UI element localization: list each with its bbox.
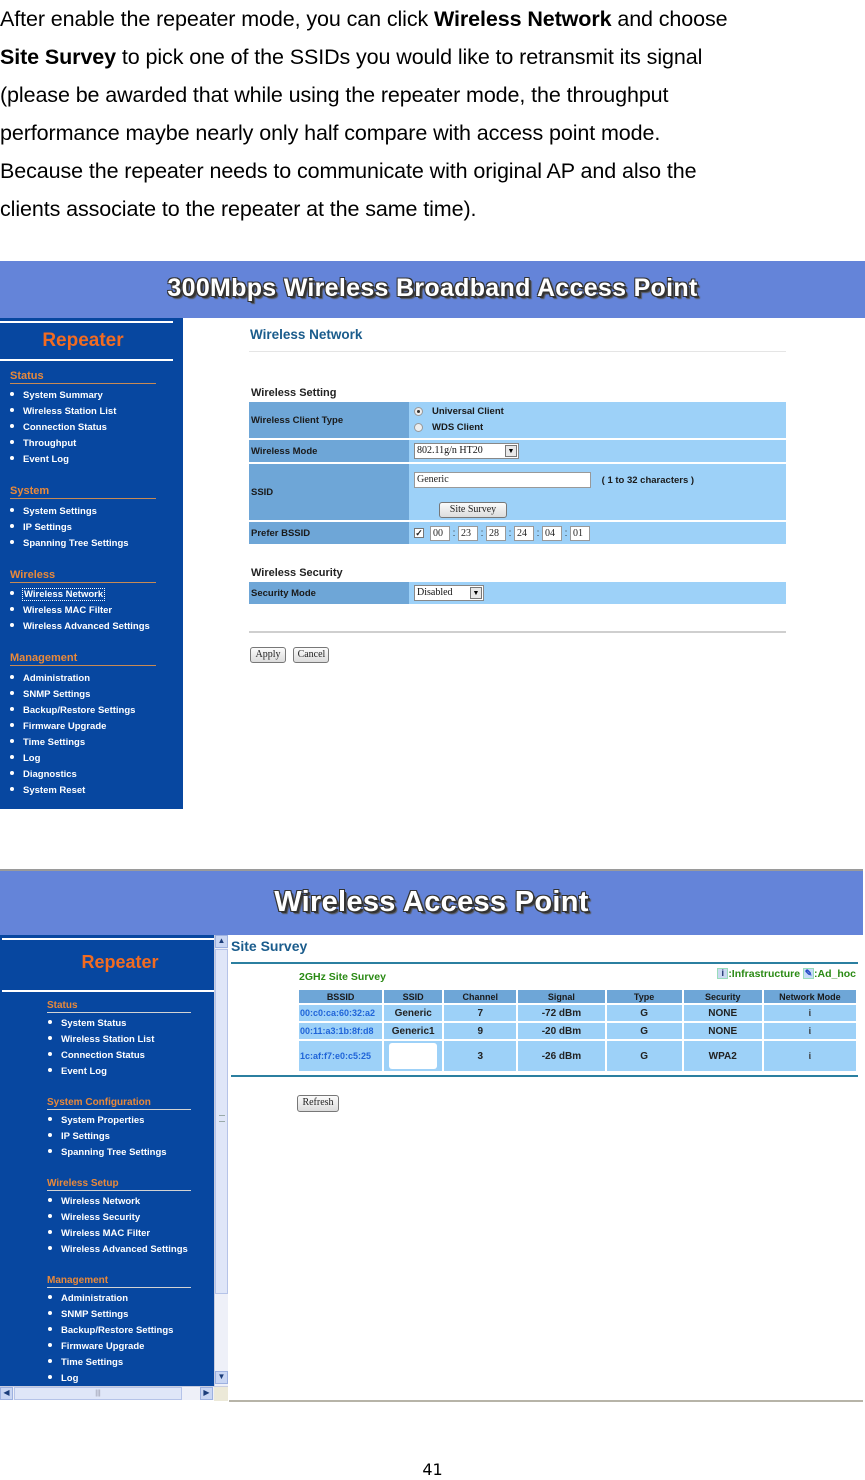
sidebar-item-label: Event Log	[61, 1066, 107, 1077]
field-label: Wireless Mode	[249, 440, 409, 462]
intro-text: Because the repeater needs to communicate with original AP and also the	[0, 159, 697, 183]
sidebar-item-label: Wireless Security	[61, 1212, 141, 1223]
separator: :	[452, 527, 456, 539]
page-title: Wireless Network	[250, 327, 363, 342]
sidebar-group-wireless-setup: Wireless Setup	[47, 1178, 191, 1191]
radio-label: WDS Client	[432, 422, 484, 433]
scroll-down-arrow-icon[interactable]: ▼	[215, 1371, 228, 1384]
sidebar-item-label: IP Settings	[23, 522, 72, 533]
ssid-hint: ( 1 to 32 characters )	[601, 474, 695, 486]
channel-cell: 9	[444, 1023, 516, 1039]
site-survey-table	[297, 988, 858, 1073]
radio-label: Universal Client	[432, 406, 504, 417]
sidebar-group-system-configuration: System Configuration	[47, 1097, 191, 1110]
divider	[2, 938, 214, 940]
scroll-up-arrow-icon[interactable]: ▲	[215, 935, 228, 948]
infrastructure-icon: ἰ	[808, 1007, 812, 1018]
radio-selected-icon[interactable]	[414, 407, 423, 416]
sidebar-vertical-scrollbar[interactable]	[214, 935, 228, 1386]
column-header-channel: Channel	[444, 990, 516, 1003]
form-row-security-mode	[249, 582, 786, 604]
sidebar-item-wireless-mac-filter[interactable]	[10, 605, 112, 616]
sidebar-item-label: SNMP Settings	[61, 1309, 129, 1320]
scroll-left-arrow-icon[interactable]: ◀	[0, 1387, 13, 1400]
dropdown-arrow-icon[interactable]: ▼	[505, 445, 517, 457]
field-label: SSID	[249, 464, 409, 520]
bullet-icon	[10, 739, 14, 743]
bullet-icon	[10, 607, 14, 611]
sidebar-title: Repeater	[42, 330, 124, 351]
sidebar-item-label: Wireless Network	[61, 1196, 141, 1207]
bullet-icon	[10, 755, 14, 759]
page-number: 41	[422, 1460, 443, 1479]
form-row-prefer-bssid	[249, 522, 786, 544]
divider	[0, 321, 173, 323]
bullet-icon	[10, 440, 14, 444]
apply-button[interactable]: Apply	[250, 647, 286, 663]
intro-paragraph	[0, 0, 865, 228]
sidebar-item-event-log[interactable]	[48, 1066, 107, 1077]
window-bottom-border	[229, 1400, 863, 1402]
bullet-icon	[10, 771, 14, 775]
bullet-icon	[10, 508, 14, 512]
sidebar-group-management: Management	[47, 1275, 191, 1288]
redacted-ssid	[389, 1043, 437, 1069]
type-cell: G	[607, 1005, 682, 1021]
intro-text: to pick one of the SSIDs you would like to retransmit its signal	[116, 45, 703, 69]
intro-text: clients associate to the repeater at the same time).	[0, 197, 477, 221]
refresh-button[interactable]: Refresh	[297, 1095, 339, 1112]
table-row[interactable]	[299, 1023, 856, 1039]
sidebar-item-administration[interactable]	[10, 673, 90, 684]
sidebar-item-label: Firmware Upgrade	[23, 721, 107, 732]
sidebar-item-system-summary[interactable]	[10, 390, 103, 401]
divider	[249, 631, 786, 633]
bullet-icon	[48, 1359, 52, 1363]
sidebar-item-label: Backup/Restore Settings	[61, 1325, 174, 1336]
bssid-octet-2[interactable]: 23	[458, 526, 478, 541]
survey-title: 2GHz Site Survey	[299, 971, 386, 983]
sidebar-item-label: Log	[23, 753, 41, 764]
type-cell: G	[607, 1023, 682, 1039]
sidebar-item-log[interactable]	[10, 753, 40, 764]
column-header-security: Security	[684, 990, 762, 1003]
sidebar-item-label: Wireless Station List	[61, 1034, 155, 1045]
ssid-cell: Generic1	[384, 1023, 442, 1039]
intro-text: After enable the repeater mode, you can click	[0, 7, 435, 31]
divider	[231, 962, 858, 964]
network-mode-legend	[717, 968, 856, 980]
channel-cell: 7	[444, 1005, 516, 1021]
sidebar-item-administration[interactable]	[48, 1293, 128, 1304]
sidebar-title: Repeater	[81, 952, 159, 972]
radio-unselected-icon[interactable]	[414, 423, 423, 432]
divider	[249, 351, 786, 352]
bssid-octet-4[interactable]: 24	[514, 526, 534, 541]
bullet-icon	[48, 1375, 52, 1379]
section-heading-wireless-setting: Wireless Setting	[251, 387, 337, 399]
sidebar-item-spanning-tree-settings[interactable]	[48, 1147, 167, 1158]
sidebar-item-spanning-tree-settings[interactable]	[10, 538, 129, 549]
sidebar-item-label: Administration	[23, 673, 91, 684]
scrollbar-thumb[interactable]	[215, 949, 228, 1294]
sidebar-item-label: Wireless MAC Filter	[61, 1228, 151, 1239]
sidebar-item-connection-status[interactable]	[48, 1050, 145, 1061]
signal-cell: -20 dBm	[518, 1023, 604, 1039]
wireless-setting-table	[249, 400, 786, 546]
sidebar-item-wireless-station-list[interactable]	[48, 1034, 154, 1045]
field-value	[409, 402, 786, 438]
bullet-icon	[10, 623, 14, 627]
separator: :	[480, 527, 484, 539]
bssid-link[interactable]: 00:c0:ca:60:32:a2	[299, 1005, 382, 1021]
sidebar-group-management: Management	[10, 652, 156, 666]
sidebar-item-wireless-mac-filter[interactable]	[48, 1228, 150, 1239]
sidebar-item-wireless-security[interactable]	[48, 1212, 140, 1223]
dropdown-arrow-icon[interactable]: ▼	[470, 587, 482, 599]
screenshot-site-survey	[0, 869, 863, 1400]
sidebar-group-wireless: Wireless	[10, 569, 156, 583]
field-value	[409, 522, 786, 544]
infrastructure-icon: ἰ	[808, 1050, 812, 1061]
cancel-button[interactable]: Cancel	[293, 647, 329, 663]
sidebar-item-wireless-station-list[interactable]	[10, 406, 116, 417]
sidebar-item-system-status[interactable]	[48, 1018, 126, 1029]
sidebar-item-wireless-advanced-settings[interactable]	[10, 621, 150, 632]
sidebar-item-wireless-network[interactable]	[10, 589, 104, 600]
bullet-icon	[10, 392, 14, 396]
sidebar-item-connection-status[interactable]	[10, 422, 107, 433]
network-mode-cell	[764, 1041, 856, 1071]
scroll-right-arrow-icon[interactable]: ▶	[200, 1387, 213, 1400]
main-content	[229, 935, 860, 1400]
column-header-bssid: BSSID	[299, 990, 382, 1003]
sidebar-item-label: System Status	[61, 1018, 127, 1029]
screenshot-wireless-network	[0, 261, 865, 811]
sidebar-group-status: Status	[10, 370, 156, 384]
sidebar-item-snmp-settings[interactable]	[48, 1309, 128, 1320]
network-mode-cell	[764, 1005, 856, 1021]
sidebar-group-status: Status	[47, 1000, 191, 1013]
security-cell: NONE	[684, 1005, 762, 1021]
divider	[0, 359, 173, 361]
bullet-icon	[48, 1214, 52, 1218]
separator: :	[564, 527, 568, 539]
sidebar-item-log[interactable]	[48, 1373, 78, 1384]
bullet-icon	[48, 1327, 52, 1331]
column-header-ssid: SSID	[384, 990, 442, 1003]
sidebar-item-system-properties[interactable]	[48, 1115, 144, 1126]
scrollbar-thumb[interactable]: |||	[14, 1387, 182, 1400]
bullet-icon	[10, 408, 14, 412]
bullet-icon	[48, 1068, 52, 1072]
bssid-octet-3[interactable]: 28	[486, 526, 506, 541]
banner-title: Wireless Access Point	[0, 871, 863, 935]
bullet-icon	[48, 1133, 52, 1137]
bssid-octet-5[interactable]: 04	[542, 526, 562, 541]
form-row-ssid	[249, 464, 786, 520]
separator: :	[536, 527, 540, 539]
bullet-icon	[48, 1052, 52, 1056]
bullet-icon	[10, 787, 14, 791]
sidebar-item-ip-settings[interactable]	[48, 1131, 110, 1142]
field-value	[409, 582, 786, 604]
sidebar-item-event-log[interactable]	[10, 454, 69, 465]
bullet-icon	[48, 1311, 52, 1315]
sidebar-item-label: Throughput	[23, 438, 77, 449]
bullet-icon	[48, 1020, 52, 1024]
sidebar-item-time-settings[interactable]	[10, 737, 85, 748]
field-label: Prefer BSSID	[249, 522, 409, 544]
field-label: Security Mode	[249, 582, 409, 604]
bullet-icon	[48, 1295, 52, 1299]
wireless-network-term: Wireless Network	[434, 7, 612, 31]
bullet-icon	[10, 424, 14, 428]
sidebar-item-system-settings[interactable]	[10, 506, 97, 517]
divider	[231, 1075, 858, 1077]
sidebar-item-label: Wireless Station List	[23, 406, 117, 417]
sidebar-item-label: Wireless Network	[24, 589, 104, 600]
sidebar-item-backup-restore-settings[interactable]	[10, 705, 135, 716]
form-row-wireless-mode	[249, 440, 786, 462]
divider	[2, 990, 214, 992]
channel-cell: 3	[444, 1041, 516, 1071]
sidebar-item-label: Firmware Upgrade	[61, 1341, 145, 1352]
select-value: Disabled	[417, 587, 453, 598]
sidebar-horizontal-scrollbar[interactable]	[0, 1386, 228, 1400]
legend-label: :Infrastructure	[728, 968, 801, 980]
table-row[interactable]	[299, 1041, 856, 1071]
bullet-icon	[10, 524, 14, 528]
field-label: Wireless Client Type	[249, 402, 409, 438]
sidebar-item-backup-restore-settings[interactable]	[48, 1325, 173, 1336]
bullet-icon	[48, 1149, 52, 1153]
sidebar-item-label: IP Settings	[61, 1131, 110, 1142]
security-mode-select[interactable]	[414, 585, 484, 601]
page-title: Site Survey	[231, 938, 308, 954]
separator: :	[508, 527, 512, 539]
column-header-type: Type	[607, 990, 682, 1003]
form-row-client-type	[249, 402, 786, 438]
banner-title: 300Mbps Wireless Broadband Access Point	[0, 261, 865, 318]
sidebar-item-label: Wireless MAC Filter	[23, 605, 113, 616]
grip-icon	[219, 1115, 225, 1122]
sidebar-item-time-settings[interactable]	[48, 1357, 123, 1368]
sidebar-item-label: Event Log	[23, 454, 69, 465]
bullet-icon	[10, 691, 14, 695]
sidebar-item-label: System Settings	[23, 506, 97, 517]
infrastructure-icon: ἰ	[808, 1025, 812, 1036]
sidebar-item-firmware-upgrade[interactable]	[48, 1341, 144, 1352]
wireless-security-table	[249, 580, 786, 606]
field-value	[409, 464, 786, 520]
sidebar-item-wireless-advanced-settings[interactable]	[48, 1244, 188, 1255]
bullet-icon	[48, 1246, 52, 1250]
prefer-bssid-checkbox[interactable]: ✓	[415, 528, 423, 538]
table-row[interactable]	[299, 1005, 856, 1021]
sidebar-item-label: Wireless Advanced Settings	[23, 621, 150, 632]
field-value	[409, 440, 786, 462]
ssid-input[interactable]: Generic	[414, 472, 591, 488]
signal-cell: -72 dBm	[518, 1005, 604, 1021]
sidebar-item-label: Time Settings	[61, 1357, 124, 1368]
sidebar-item-label: Connection Status	[61, 1050, 145, 1061]
bullet-icon	[10, 707, 14, 711]
bullet-icon	[48, 1198, 52, 1202]
sidebar-group-system: System	[10, 485, 156, 499]
intro-text: (please be awarded that while using the repeater mode, the throughput	[0, 83, 669, 107]
legend-label: :Ad_hoc	[814, 968, 856, 980]
bssid-octet-1[interactable]: 00	[430, 526, 450, 541]
sidebar-item-throughput[interactable]	[10, 438, 76, 449]
sidebar-item-system-reset[interactable]	[10, 785, 85, 796]
sidebar-item-wireless-network[interactable]	[48, 1196, 140, 1207]
scrollbar-corner	[214, 1387, 228, 1401]
bullet-icon	[10, 540, 14, 544]
intro-text: performance maybe nearly only half compare with access point mode.	[0, 121, 661, 145]
column-header-signal: Signal	[518, 990, 604, 1003]
radio-wds-client[interactable]	[414, 420, 786, 436]
column-header-network-mode: Network Mode	[764, 990, 856, 1003]
bullet-icon	[48, 1230, 52, 1234]
type-cell: G	[607, 1041, 682, 1071]
sidebar-item-label: Backup/Restore Settings	[23, 705, 136, 716]
section-heading-wireless-security: Wireless Security	[251, 567, 343, 579]
sidebar-item-label: Wireless Advanced Settings	[61, 1244, 188, 1255]
bullet-icon	[48, 1343, 52, 1347]
sidebar-item-label: System Reset	[23, 785, 86, 796]
bssid-link[interactable]: 00:11:a3:1b:8f:d8	[299, 1023, 382, 1039]
security-cell: WPA2	[684, 1041, 762, 1071]
bullet-icon	[10, 591, 14, 595]
sidebar	[0, 935, 214, 1386]
bssid-octet-6[interactable]: 01	[570, 526, 590, 541]
site-survey-term: Site Survey	[0, 45, 117, 69]
bullet-icon	[10, 675, 14, 679]
bullet-icon	[10, 456, 14, 460]
signal-cell: -26 dBm	[518, 1041, 604, 1071]
sidebar-item-snmp-settings[interactable]	[10, 689, 90, 700]
site-survey-button[interactable]: Site Survey	[439, 502, 507, 518]
sidebar-item-diagnostics[interactable]	[10, 769, 77, 780]
infrastructure-icon: i	[717, 968, 728, 979]
sidebar-item-label: Spanning Tree Settings	[61, 1147, 167, 1158]
sidebar-item-label: Connection Status	[23, 422, 107, 433]
sidebar-item-label: System Properties	[61, 1115, 145, 1126]
sidebar-item-label: Log	[61, 1373, 79, 1384]
bullet-icon	[48, 1117, 52, 1121]
sidebar-item-label: Spanning Tree Settings	[23, 538, 129, 549]
select-value: 802.11g/n HT20	[417, 445, 483, 456]
ssid-cell	[384, 1041, 442, 1071]
sidebar-item-label: System Summary	[23, 390, 103, 401]
radio-universal-client[interactable]	[414, 404, 786, 420]
security-cell: NONE	[684, 1023, 762, 1039]
wireless-mode-select[interactable]	[414, 443, 519, 459]
sidebar-item-label: SNMP Settings	[23, 689, 91, 700]
ssid-cell: Generic	[384, 1005, 442, 1021]
sidebar-item-ip-settings[interactable]	[10, 522, 72, 533]
bullet-icon	[48, 1036, 52, 1040]
sidebar	[0, 318, 183, 809]
table-header-row	[299, 990, 856, 1003]
bullet-icon	[10, 723, 14, 727]
network-mode-cell	[764, 1023, 856, 1039]
sidebar-item-label: Time Settings	[23, 737, 86, 748]
sidebar-item-firmware-upgrade[interactable]	[10, 721, 106, 732]
adhoc-icon: ✎	[804, 967, 813, 978]
bssid-link[interactable]: 1c:af:f7:e0:c5:25	[299, 1041, 382, 1071]
intro-text: and choose	[611, 7, 728, 31]
sidebar-item-label: Diagnostics	[23, 769, 77, 780]
sidebar-item-label: Administration	[61, 1293, 129, 1304]
